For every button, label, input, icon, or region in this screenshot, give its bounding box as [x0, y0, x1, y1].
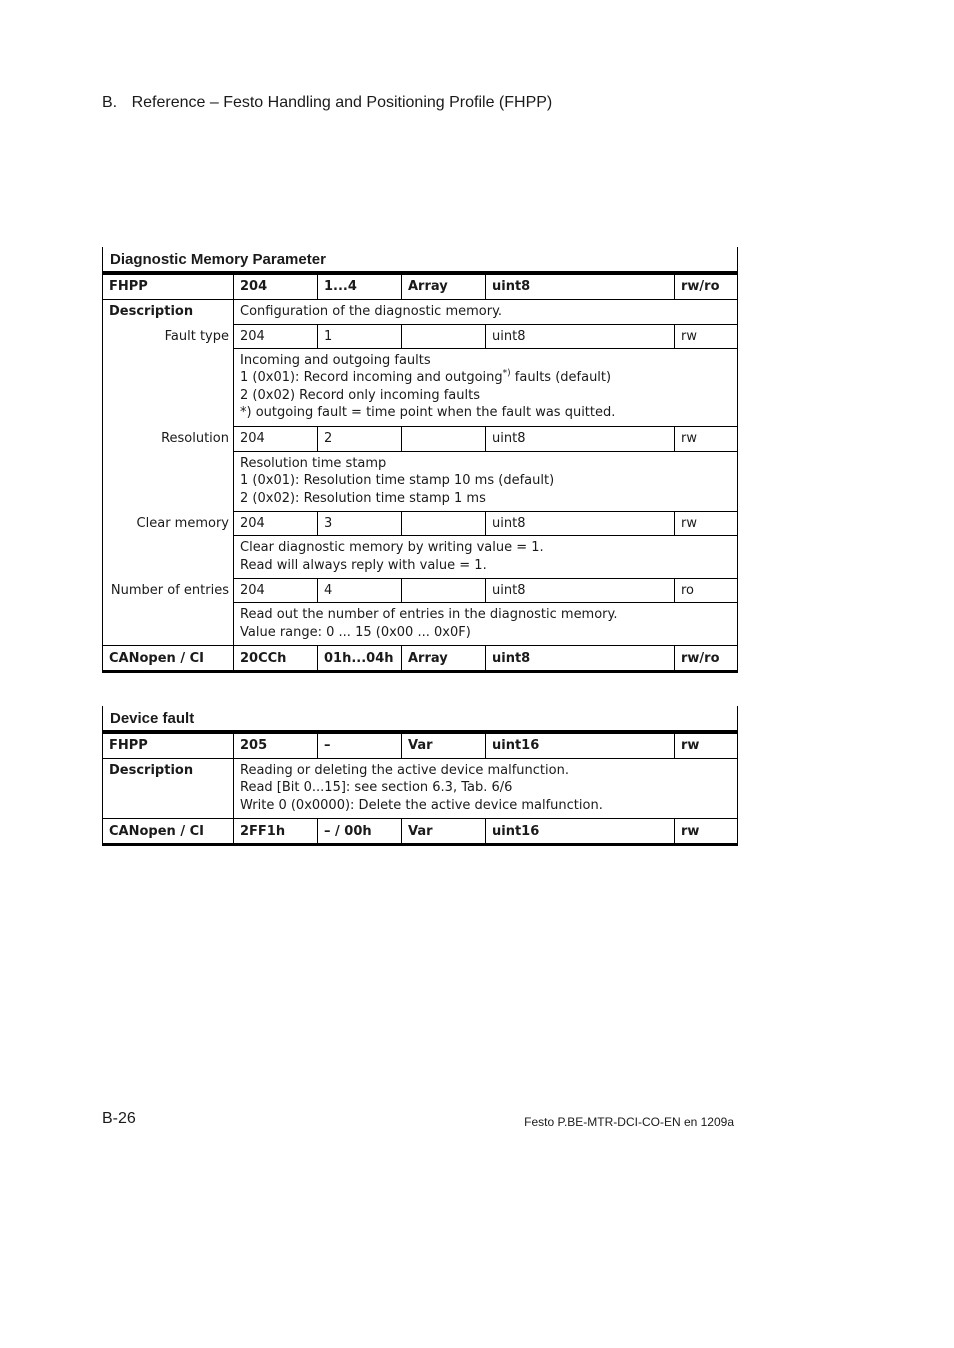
page-header: [102, 94, 552, 112]
text-line: 1 (0x01): Resolution time stamp 10 ms (default): [240, 473, 555, 488]
cell: uint8: [486, 579, 675, 603]
text-line: Read will always reply with value = 1.: [240, 557, 487, 573]
cell: uint8: [486, 426, 675, 451]
text-line: Read out the number of entries in the diagnostic memory.: [240, 607, 618, 622]
cell: 204: [234, 512, 318, 536]
text-line: [240, 369, 731, 387]
cell: 1...4: [318, 273, 402, 299]
table-title: Device fault: [103, 706, 738, 732]
cell: – / 00h: [318, 819, 402, 845]
table-title: Diagnostic Memory Parameter: [103, 247, 738, 273]
cell: [402, 579, 486, 603]
section-title: Reference – Festo Handling and Positioning Profile (FHPP): [131, 94, 553, 111]
row-label: FHPP: [103, 732, 234, 758]
row-label: FHPP: [103, 273, 234, 299]
cell: Array: [402, 273, 486, 299]
text-line: Resolution time stamp: [240, 455, 387, 471]
num-entries-row: [103, 579, 738, 603]
num-entries-text: [234, 603, 738, 646]
cell: –: [318, 732, 402, 758]
cell: uint8: [486, 512, 675, 536]
resolution-text: [234, 451, 738, 512]
cell: 204: [234, 426, 318, 451]
fault-type-text: [234, 348, 738, 426]
cell: Var: [402, 732, 486, 758]
cell: rw/ro: [675, 646, 738, 672]
text-line: 2 (0x02): Resolution time stamp 1 ms: [240, 490, 486, 506]
page-number: B-26: [102, 1110, 136, 1127]
cell: 2: [318, 426, 402, 451]
description-label: Description: [103, 299, 234, 324]
document-info: Festo P.BE-MTR-DCI-CO-EN en 1209a: [524, 1115, 734, 1129]
text-line: Clear diagnostic memory by writing value = 1.: [240, 540, 544, 555]
fault-type-row: [103, 324, 738, 348]
diagnostic-memory-table: [102, 247, 738, 673]
clear-memory-row: [103, 512, 738, 536]
text-part: faults (default): [510, 370, 612, 385]
cell: rw: [675, 819, 738, 845]
text-part: 1 (0x01): Record incoming and outgoing: [240, 370, 503, 385]
cell: rw/ro: [675, 273, 738, 299]
cell: 3: [318, 512, 402, 536]
cell: uint8: [486, 324, 675, 348]
resolution-label: Resolution: [103, 426, 234, 451]
cell: 4: [318, 579, 402, 603]
resolution-row: [103, 426, 738, 451]
cell: uint8: [486, 646, 675, 672]
cell: 205: [234, 732, 318, 758]
cell: 204: [234, 324, 318, 348]
num-entries-detail: [103, 603, 738, 646]
fault-type-label: Fault type: [103, 324, 234, 348]
cell: Array: [402, 646, 486, 672]
fhpp-row: [103, 273, 738, 299]
row-label: CANopen / CI: [103, 819, 234, 845]
footnote-mark: *): [502, 368, 511, 379]
text-line: Write 0 (0x0000): Delete the active device malfunction.: [240, 797, 603, 813]
cell: [402, 426, 486, 451]
canopen-row: [103, 819, 738, 845]
section-number: B.: [102, 94, 118, 111]
clear-memory-detail: [103, 536, 738, 579]
description-label: Description: [103, 758, 234, 819]
cell: uint8: [486, 273, 675, 299]
row-label: CANopen / CI: [103, 646, 234, 672]
fhpp-row: [103, 732, 738, 758]
cell: 01h...04h: [318, 646, 402, 672]
cell: 2FF1h: [234, 819, 318, 845]
canopen-row: [103, 646, 738, 672]
description-text: Configuration of the diagnostic memory.: [234, 299, 738, 324]
text-line: Incoming and outgoing faults: [240, 352, 431, 368]
cell: uint16: [486, 732, 675, 758]
cell: rw: [675, 426, 738, 451]
fault-type-detail: [103, 348, 738, 426]
description-row: [103, 758, 738, 819]
cell: ro: [675, 579, 738, 603]
description-row: [103, 299, 738, 324]
cell: [402, 512, 486, 536]
resolution-detail: [103, 451, 738, 512]
clear-memory-text: [234, 536, 738, 579]
cell: rw: [675, 324, 738, 348]
cell: rw: [675, 512, 738, 536]
cell: rw: [675, 732, 738, 758]
text-line: Read [Bit 0...15]: see section 6.3, Tab. 6/6: [240, 780, 513, 795]
text-line: Reading or deleting the active device malfunction.: [240, 762, 569, 778]
clear-memory-label: Clear memory: [103, 512, 234, 536]
cell: [402, 324, 486, 348]
cell: 204: [234, 273, 318, 299]
text-line: *) outgoing fault = time point when the fault was quitted.: [240, 405, 616, 420]
cell: 204: [234, 579, 318, 603]
text-line: Value range: 0 ... 15 (0x00 ... 0x0F): [240, 624, 471, 640]
cell: 1: [318, 324, 402, 348]
device-fault-table: [102, 706, 738, 846]
num-entries-label: Number of entries: [103, 579, 234, 603]
cell: 20CCh: [234, 646, 318, 672]
text-line: 2 (0x02) Record only incoming faults: [240, 387, 480, 403]
cell: uint16: [486, 819, 675, 845]
cell: Var: [402, 819, 486, 845]
description-text: [234, 758, 738, 819]
